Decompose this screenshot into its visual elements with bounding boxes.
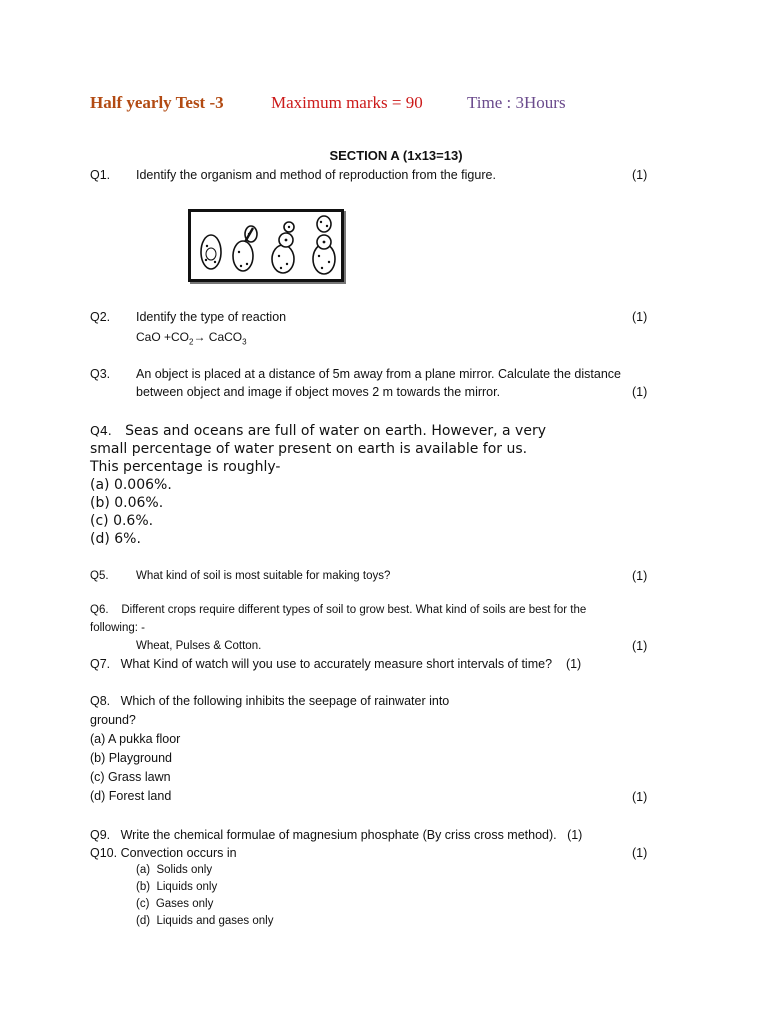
option-b: (b) Playground — [90, 751, 172, 765]
question-number: Q8. — [90, 694, 111, 708]
question-10-options — [136, 862, 273, 930]
question-marks: (1) — [632, 310, 648, 324]
equation-subscript: 3 — [242, 337, 247, 347]
question-number: Q4. — [90, 423, 112, 438]
question-text: What Kind of watch will you use to accurately measure short intervals of time? — [120, 657, 553, 671]
question-text-line-1: An object is placed at a distance of 5m away from a plane mirror. Calculate the distance — [136, 367, 621, 381]
question-number: Q9. — [90, 828, 111, 842]
yeast-cells-illustration — [191, 212, 341, 279]
option-text: Solids only — [156, 864, 213, 876]
option-d — [136, 913, 273, 930]
question-text: What kind of soil is most suitable for making toys? — [136, 570, 391, 582]
question-text: Identify the type of reaction — [136, 310, 287, 324]
question-text: Identify the organism and method of reproduction from the figure. — [136, 168, 496, 182]
max-marks: Maximum marks = 90 — [271, 93, 423, 112]
option-label: (d) — [136, 915, 151, 927]
question-4 — [90, 421, 690, 548]
question-number: Q5. — [90, 570, 109, 582]
yeast-budding-figure — [188, 209, 344, 282]
option-label: (c) — [136, 898, 150, 910]
equation-product: → CaCO — [193, 330, 243, 344]
option-label: (b) — [136, 881, 151, 893]
question-7 — [90, 655, 750, 674]
option-label: (a) — [136, 864, 151, 876]
question-text-line-3: Wheat, Pulses & Cotton. — [136, 640, 262, 652]
question-number: Q2. — [90, 310, 111, 324]
question-8-marks: (1) — [632, 790, 648, 804]
question-marks: (1) — [632, 639, 648, 653]
question-text-line-2: between object and image if object moves 2 m towards the mirror. — [136, 385, 501, 399]
option-d: (d) Forest land — [90, 789, 172, 803]
option-text: Liquids and gases only — [156, 915, 274, 927]
question-marks: (1) — [632, 168, 648, 182]
question-text: Convection occurs in — [120, 846, 237, 860]
question-number: Q1. — [90, 168, 111, 182]
question-text-line-1: Which of the following inhibits the seepage of rainwater into — [120, 694, 450, 708]
question-marks: (1) — [632, 569, 648, 583]
equation-reactants: CaO +CO — [136, 330, 190, 344]
question-6 — [90, 602, 690, 619]
question-text-line-1: Different crops require different types of soil to grow best. What kind of soils are best for the — [121, 604, 587, 616]
option-a — [136, 862, 273, 879]
question-marks: (1) — [632, 846, 648, 860]
question-text-line-3: This percentage is roughly- — [90, 459, 281, 475]
chemical-equation — [136, 328, 247, 351]
option-c: (c) Grass lawn — [90, 770, 171, 784]
option-c — [136, 896, 273, 913]
time-limit: Time : 3Hours — [467, 93, 566, 112]
question-9 — [90, 826, 750, 845]
equation-subscript: 2 — [189, 337, 194, 347]
option-b — [136, 879, 273, 896]
question-number: Q3. — [90, 367, 111, 381]
option-a: (a) A pukka floor — [90, 732, 181, 746]
option-text: Gases only — [155, 898, 214, 910]
question-text-line-1: Seas and oceans are full of water on earth. However, a very — [125, 423, 546, 439]
question-text-line-2: following: - — [90, 622, 145, 634]
option-c: (c) 0.6%. — [90, 513, 154, 529]
question-marks: (1) — [565, 657, 582, 671]
question-text-line-2: ground? — [90, 713, 136, 727]
question-number: Q7. — [90, 657, 111, 671]
option-b: (b) 0.06%. — [90, 495, 164, 511]
question-marks: (1) — [567, 828, 583, 842]
question-text-line-2: small percentage of water present on earth is available for us. — [90, 441, 528, 457]
question-8 — [90, 692, 690, 806]
question-text: Write the chemical formulae of magnesium phosphate (By criss cross method). — [120, 828, 557, 842]
section-title: SECTION A (1x13=13) — [329, 148, 463, 163]
option-d: (d) 6%. — [90, 531, 141, 547]
option-text: Liquids only — [156, 881, 218, 893]
option-a: (a) 0.006%. — [90, 477, 172, 493]
test-title: Half yearly Test -3 — [90, 93, 224, 112]
question-number: Q10. — [90, 846, 118, 860]
question-marks: (1) — [632, 385, 648, 399]
question-number: Q6. — [90, 604, 109, 616]
